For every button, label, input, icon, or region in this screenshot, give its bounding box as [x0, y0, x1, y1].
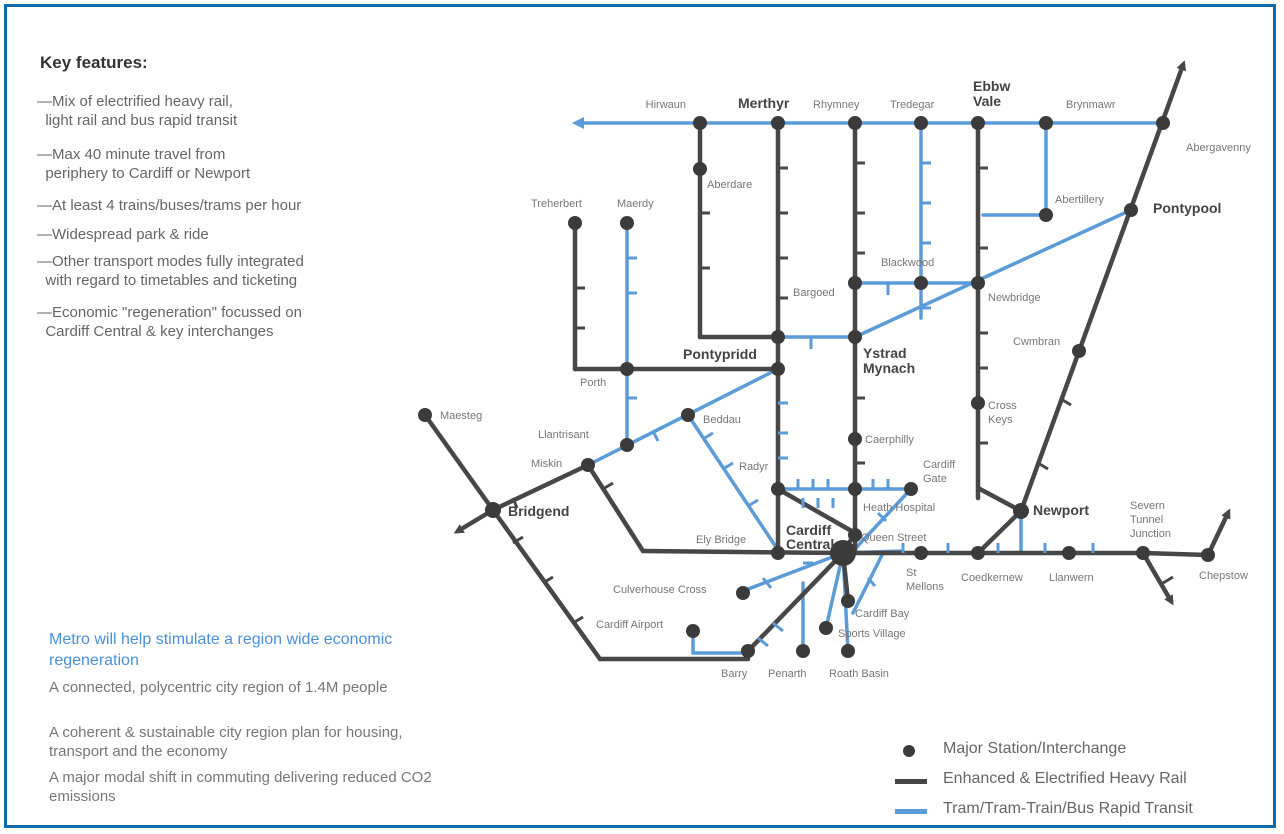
rail-line — [1143, 553, 1208, 555]
label-cardiff-gate-1: Cardiff — [923, 459, 956, 471]
station-cardiff-airport — [686, 624, 700, 638]
station-cwmbran — [1072, 344, 1086, 358]
station-st-mellons — [914, 546, 928, 560]
label-blackwood: Blackwood — [881, 257, 935, 269]
legend-heavy-rail-label: Enhanced & Electrified Heavy Rail — [943, 770, 1187, 787]
legend-station — [895, 740, 1265, 762]
label-bridgend: Bridgend — [508, 503, 570, 519]
label-ely-bridge: Ely Bridge — [696, 534, 747, 546]
station-hirwaun — [693, 116, 707, 130]
station-chepstow — [1201, 548, 1215, 562]
label-treherbert: Treherbert — [531, 198, 582, 210]
station-treherbert — [568, 216, 582, 230]
station-severn-tunnel — [1136, 546, 1150, 560]
benefit-item: A major modal shift in commuting delivering reduced CO2 emissions — [49, 769, 432, 805]
label-coedkernew: Coedkernew — [961, 572, 1023, 584]
label-llantrisant: Llantrisant — [538, 429, 589, 441]
label-severn-1: Severn — [1130, 500, 1165, 512]
rail-line — [748, 553, 843, 651]
planned-stop-tick — [773, 623, 783, 631]
station-blackwood — [914, 276, 928, 290]
station-heath-hospital — [848, 482, 862, 496]
tram-line — [743, 553, 843, 591]
label-abertillery: Abertillery — [1055, 194, 1104, 206]
station-rhymney — [848, 116, 862, 130]
planned-stop-tick — [603, 483, 613, 489]
tram-line — [688, 415, 778, 550]
station-pontypridd — [771, 362, 785, 376]
label-roath-basin: Roath Basin — [829, 668, 889, 680]
station-ebbw-vale — [971, 116, 985, 130]
benefit-item: A coherent & sustainable city region plan for housing, transport and the economy — [49, 724, 403, 760]
label-aberdare: Aberdare — [707, 179, 753, 191]
legend-station-label: Major Station/Interchange — [943, 740, 1127, 757]
label-st-mellons-2: Mellons — [906, 581, 944, 593]
station-newbridge — [971, 276, 985, 290]
station-cross-keys — [971, 396, 985, 410]
station-abertillery — [1039, 208, 1053, 222]
label-cardiff-central-1: Cardiff — [786, 522, 832, 538]
rail-line — [588, 465, 643, 551]
label-bargoed: Bargoed — [793, 287, 835, 299]
label-cardiff-gate-2: Gate — [923, 473, 947, 485]
label-chepstow: Chepstow — [1199, 570, 1248, 582]
station-maesteg — [418, 408, 432, 422]
label-heath-hospital: Heath Hospital — [863, 502, 936, 514]
label-ystrad-1: Ystrad — [863, 345, 907, 361]
station-ystrad-mynach — [848, 330, 862, 344]
feature-item: —At least 4 trains/buses/trams per hour — [37, 197, 302, 214]
station-penarth — [796, 644, 810, 658]
label-culverhouse-cross: Culverhouse Cross — [613, 584, 707, 596]
label-cardiff-central-2: Central — [786, 536, 835, 552]
feature-item: —Other transport modes fully integrated with regard to timetables and ticketing — [37, 253, 304, 289]
planned-stop-tick — [748, 500, 758, 506]
rail-line — [493, 510, 600, 659]
station-pontypridd-junction — [771, 330, 785, 344]
label-penarth: Penarth — [768, 668, 807, 680]
label-pontypridd: Pontypridd — [683, 346, 757, 362]
feature-item: —Economic "regeneration" focussed on Cardiff Central & key interchanges — [37, 304, 302, 340]
label-cardiff-bay: Cardiff Bay — [855, 608, 910, 620]
station-bargoed — [848, 276, 862, 290]
label-rhymney: Rhymney — [813, 99, 860, 111]
station-miskin — [581, 458, 595, 472]
label-brynmawr: Brynmawr — [1066, 99, 1116, 111]
station-merthyr — [771, 116, 785, 130]
station-ely-bridge — [771, 546, 785, 560]
legend-tram-label: Tram/Tram-Train/Bus Rapid Transit — [943, 800, 1193, 817]
station-culverhouse-cross — [736, 586, 750, 600]
label-sports-village: Sports Village — [838, 628, 906, 640]
label-abergavenny: Abergavenny — [1186, 142, 1251, 154]
feature-item: —Widespread park & ride — [37, 226, 209, 243]
station-caerphilly — [848, 432, 862, 446]
station-pontypool — [1124, 203, 1138, 217]
station-cardiff-gate — [904, 482, 918, 496]
label-severn-2: Tunnel — [1130, 514, 1164, 526]
legend-tram — [895, 800, 1265, 822]
label-newbridge: Newbridge — [988, 292, 1041, 304]
station-cardiff-bay — [841, 594, 855, 608]
label-llanwern: Llanwern — [1049, 572, 1094, 584]
station-maerdy — [620, 216, 634, 230]
station-beddau — [681, 408, 695, 422]
label-merthyr: Merthyr — [738, 95, 790, 111]
station-newport — [1013, 503, 1029, 519]
station-aberdare — [693, 162, 707, 176]
station-roath-basin — [841, 644, 855, 658]
label-severn-3: Junction — [1130, 528, 1171, 540]
label-queen-street: Queen Street — [861, 532, 927, 544]
station-coedkernew — [971, 546, 985, 560]
heavy-rail-line-icon — [895, 779, 927, 784]
benefit-item: A connected, polycentric city region of 1.4M people — [49, 679, 388, 696]
label-caerphilly: Caerphilly — [865, 434, 914, 446]
station-brynmawr — [1039, 116, 1053, 130]
station-abergavenny — [1156, 116, 1170, 130]
label-cross-keys-1: Cross — [988, 400, 1017, 412]
label-radyr: Radyr — [739, 461, 769, 473]
rail-line — [1143, 553, 1171, 601]
tram-line-icon — [895, 809, 927, 814]
feature-item: —Mix of electrified heavy rail, light rail and bus rapid transit — [37, 93, 238, 129]
station-porth — [620, 362, 634, 376]
label-hirwaun: Hirwaun — [645, 99, 686, 111]
station-radyr — [771, 482, 785, 496]
label-cwmbran: Cwmbran — [1013, 336, 1061, 348]
label-ebbw-vale-2: Vale — [973, 93, 1002, 109]
legend-heavy-rail — [895, 770, 1265, 792]
map-frame — [4, 4, 1276, 828]
station-dot-icon — [903, 745, 915, 757]
station-llantrisant — [620, 438, 634, 452]
planned-stop-tick — [1163, 577, 1173, 583]
features-title: Key features: — [40, 53, 148, 72]
label-tredegar: Tredegar — [890, 99, 935, 111]
station-llanwern — [1062, 546, 1076, 560]
rail-line — [425, 415, 493, 510]
label-newport: Newport — [1033, 502, 1089, 518]
planned-stop-tick — [723, 463, 733, 469]
label-barry: Barry — [721, 668, 748, 680]
station-barry — [741, 644, 755, 658]
label-beddau: Beddau — [703, 414, 741, 426]
station-queen-street — [848, 528, 862, 542]
feature-item: —Max 40 minute travel from periphery to Cardiff or Newport — [37, 146, 251, 182]
planned-stop-tick — [703, 433, 713, 439]
label-st-mellons-1: St — [906, 567, 917, 579]
label-ystrad-2: Mynach — [863, 360, 916, 376]
station-sports-village — [819, 621, 833, 635]
label-porth: Porth — [580, 377, 607, 389]
tram-line — [853, 553, 883, 613]
label-maesteg: Maesteg — [440, 410, 483, 422]
station-bridgend — [485, 502, 501, 518]
label-cardiff-airport: Cardiff Airport — [596, 619, 664, 631]
label-pontypool: Pontypool — [1153, 200, 1222, 216]
benefits-title: Metro will help stimulate a region wide economic regeneration — [49, 631, 393, 669]
station-tredegar — [914, 116, 928, 130]
label-maerdy: Maerdy — [617, 198, 654, 210]
label-ebbw-vale-1: Ebbw — [973, 78, 1011, 94]
label-miskin: Miskin — [531, 458, 563, 470]
label-cross-keys-2: Keys — [988, 414, 1013, 426]
